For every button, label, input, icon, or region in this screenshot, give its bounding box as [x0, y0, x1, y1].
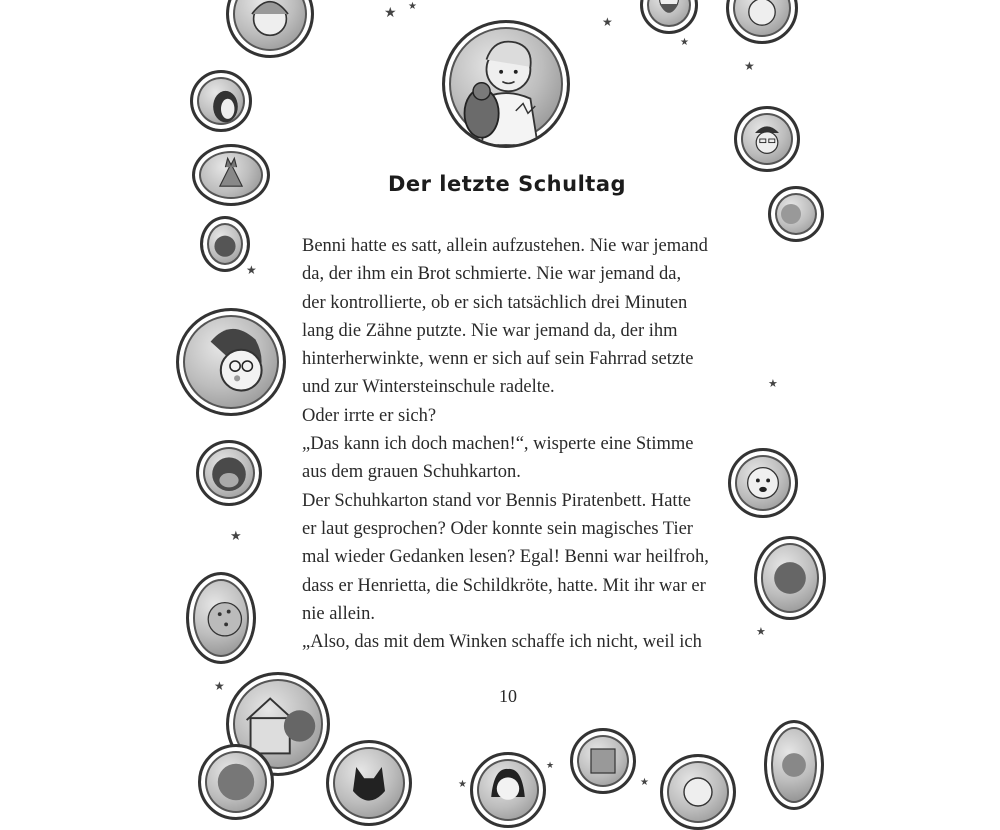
border-portrait-boy-glasses — [734, 106, 800, 172]
boy-glasses-portrait-icon — [737, 109, 797, 169]
star-icon: ★ — [408, 1, 417, 12]
boy-with-tortoise-icon — [445, 23, 567, 145]
star-icon: ★ — [744, 59, 755, 73]
page-number: 10 — [499, 686, 517, 706]
star-icon: ★ — [230, 529, 242, 544]
text-line: lang die Zähne putzte. Nie war jemand da, der ihm — [302, 320, 678, 341]
text-line: Benni hatte es satt, allein aufzustehen. Nie war jemand — [302, 236, 708, 256]
girl-portrait-icon — [229, 0, 311, 55]
border-portrait-leopard — [186, 572, 256, 664]
text-line: mal wieder Gedanken lesen? Egal! Benni war heilfroh, — [302, 547, 709, 568]
border-portrait-child — [660, 754, 736, 830]
star-icon: ★ — [214, 679, 225, 693]
star-icon: ★ — [458, 779, 467, 790]
border-portrait-dog — [728, 448, 798, 518]
monkey-portrait-icon — [199, 443, 259, 503]
star-icon: ★ — [756, 625, 766, 638]
black-cat-portrait-icon — [329, 743, 409, 823]
text-line: Der Schuhkarton stand vor Bennis Piratenbett. Hatte — [302, 490, 691, 511]
leopard-portrait-icon — [189, 575, 253, 661]
text-line: Oder irrte er sich? — [302, 405, 437, 426]
text-line: und zur Wintersteinschule radelte. — [302, 377, 555, 398]
text-line: nie allein. — [302, 603, 375, 624]
text-line: aus dem grauen Schuhkarton. — [302, 462, 521, 483]
star-icon: ★ — [602, 15, 613, 29]
text-line: „Das kann ich doch machen!“, wisperte eine Stimme — [302, 434, 694, 455]
chapter-title: Der letzte Schultag — [387, 172, 627, 196]
star-icon: ★ — [680, 37, 689, 48]
dog-portrait-icon — [731, 451, 795, 515]
header-illustration — [442, 20, 570, 148]
border-portrait-monkey — [196, 440, 262, 506]
owl-portrait-icon — [201, 747, 271, 817]
animal-portrait-icon — [203, 219, 247, 269]
woman-glasses-portrait-icon — [179, 311, 283, 413]
star-icon: ★ — [640, 777, 649, 788]
text-line: er laut gesprochen? Oder konnte sein magisches Tier — [302, 518, 693, 539]
border-portrait-black-cat — [326, 740, 412, 826]
border-portrait-cat — [764, 720, 824, 810]
border-portrait-woman-glasses — [176, 308, 286, 416]
bearded-man-portrait-icon — [643, 0, 695, 31]
border-portrait-animal — [200, 216, 250, 272]
star-icon: ★ — [546, 761, 555, 771]
text-line: „Also, das mit dem Winken schaffe ich nicht, weil ich — [302, 632, 702, 653]
child-portrait-icon — [663, 757, 733, 827]
text-line: dass er Henrietta, die Schildkröte, hatte. Mit ihr war er — [302, 575, 706, 596]
border-portrait-owl — [198, 744, 274, 820]
star-icon: ★ — [246, 263, 257, 277]
star-icon: ★ — [384, 5, 397, 21]
border-portrait-penguin — [190, 70, 252, 132]
boy-portrait-icon — [729, 0, 795, 41]
girl-dark-hair-portrait-icon — [473, 755, 543, 825]
border-portrait-girl-dark-hair — [470, 752, 546, 828]
text-line: da, der ihm ein Brot schmierte. Nie war jemand da, — [302, 264, 682, 285]
body-text — [302, 232, 722, 656]
star-icon: ★ — [768, 377, 778, 390]
animal-portrait-icon — [771, 189, 821, 239]
border-portrait-robot — [570, 728, 636, 794]
cat-portrait-icon — [767, 723, 821, 807]
border-portrait-right-lower — [754, 536, 826, 620]
penguin-portrait-icon — [193, 73, 249, 129]
animal-portrait-icon — [757, 539, 823, 617]
robot-portrait-icon — [573, 731, 633, 791]
text-line: hinterherwinkte, wenn er sich auf sein Fahrrad setzte — [302, 349, 694, 370]
text-line: der kontrollierte, ob er sich tatsächlich drei Minuten — [302, 292, 688, 313]
